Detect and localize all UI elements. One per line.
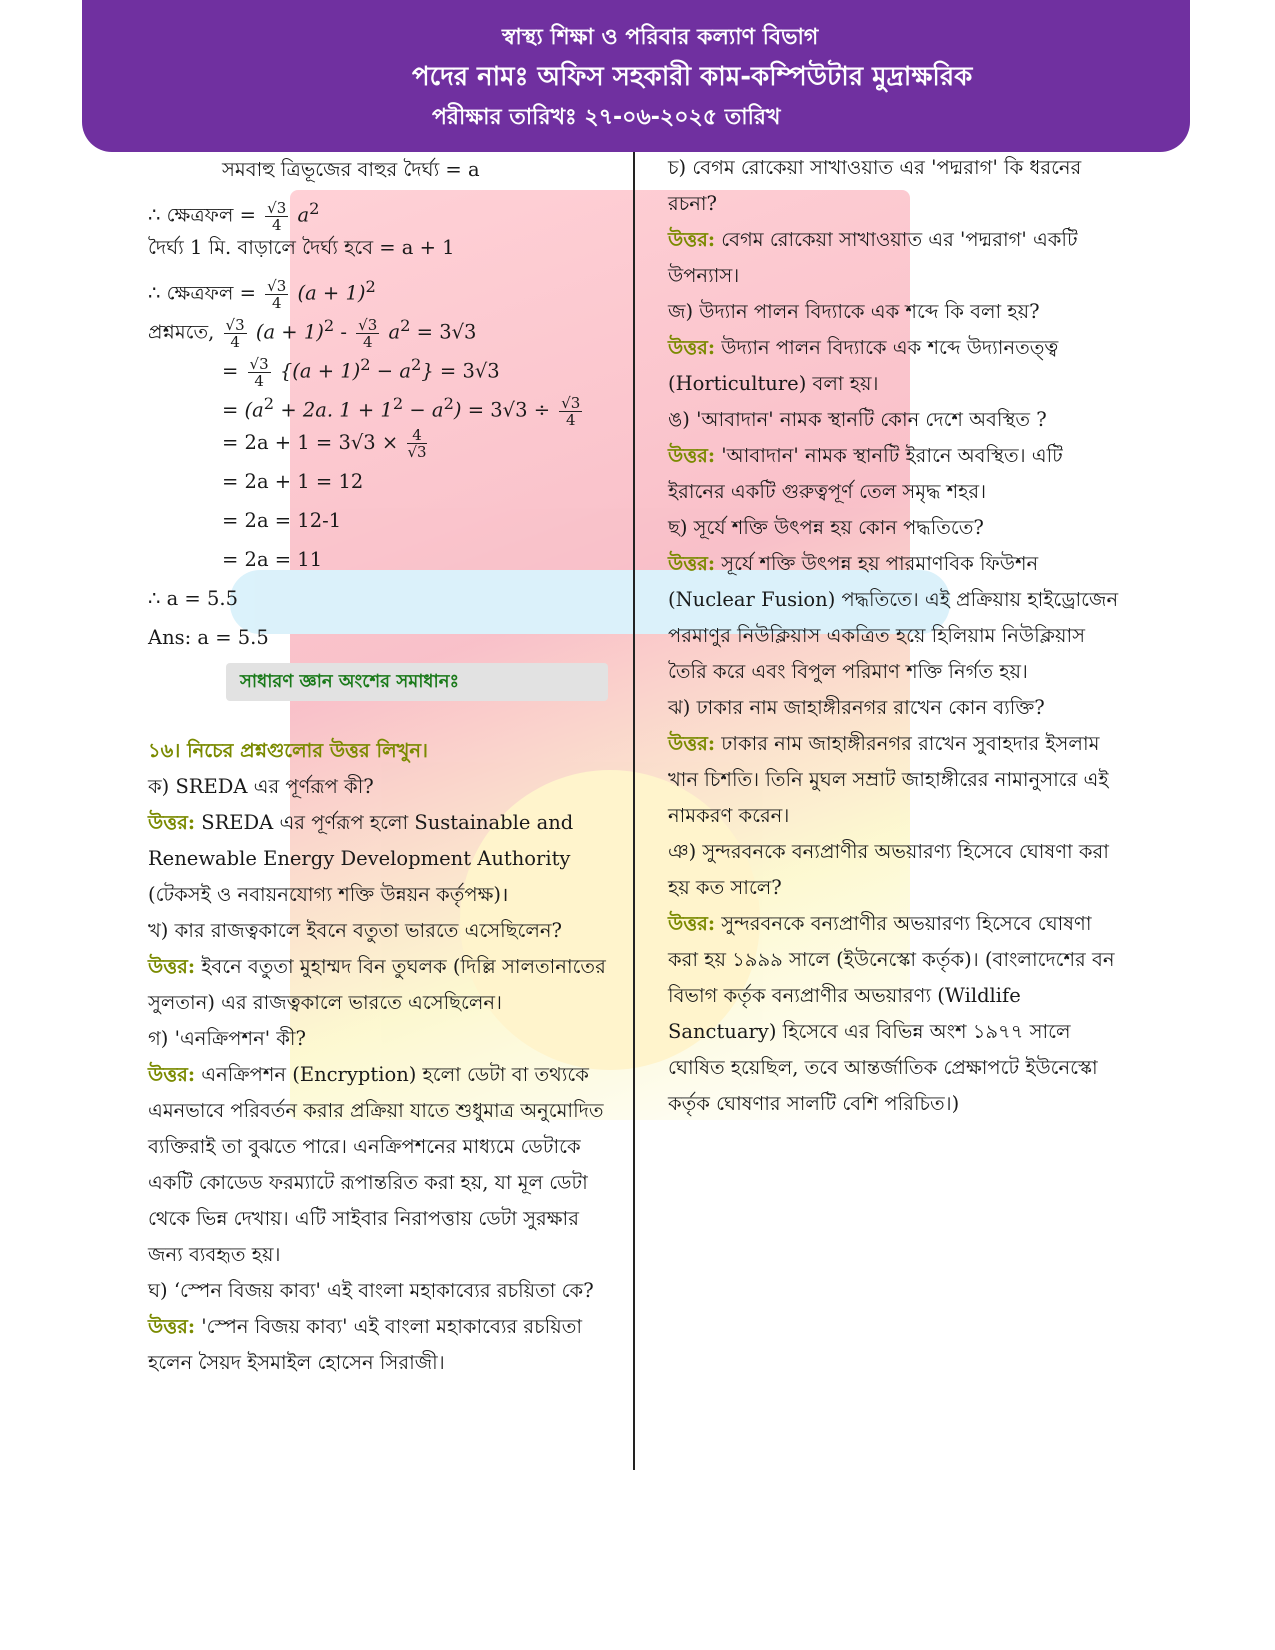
question: ঘ) ‘স্পেন বিজয় কাব্য' এই বাংলা মহাকাব্যের রচয়িতা কে? bbox=[148, 1279, 594, 1302]
math-line: = $\frac{√3}{4}$ $\{(a + 1)^2 - a^2\} = 3√3$ bbox=[222, 354, 500, 390]
page-header bbox=[82, 0, 1190, 152]
right-column bbox=[668, 150, 1123, 1122]
math-line: ∴ a = 5.5 bbox=[148, 587, 238, 610]
answer-label: উত্তর: bbox=[668, 228, 716, 251]
answer: উত্তর: ইবনে বতুতা মুহাম্মদ বিন তুঘলক (দিল্লি সালতানাতের সুলতান) এর রাজত্বকালে ভারতে এসেছিলেন। bbox=[148, 955, 606, 1014]
left-column bbox=[148, 150, 618, 1381]
question: খ) কার রাজত্বকালে ইবনে বতুতা ভারতে এসেছিলেন? bbox=[148, 919, 563, 942]
exam-date: পরীক্ষার তারিখঃ ২৭-০৬-২০২৫ তারিখ bbox=[432, 105, 781, 130]
math-line: সমবাহু ত্রিভূজের বাহুর দৈর্ঘ্য = a bbox=[222, 158, 480, 181]
question: জ) উদ্যান পালন বিদ্যাকে এক শব্দে কি বলা হয়? bbox=[668, 300, 1040, 323]
answer-label: উত্তর: bbox=[668, 444, 716, 467]
math-line: = 2a + 1 = 3√3 × $\frac{4}{√3}$ bbox=[222, 426, 427, 461]
answer-label: উত্তর: bbox=[148, 1315, 196, 1338]
answer: উত্তর: 'স্পেন বিজয় কাব্য' এই বাংলা মহাকাব্যের রচয়িতা হলেন সৈয়দ ইসমাইল হোসেন সিরাজী। bbox=[148, 1315, 583, 1374]
answer-label: উত্তর: bbox=[148, 811, 196, 834]
answer-label: উত্তর: bbox=[668, 732, 716, 755]
answer: উত্তর: ঢাকার নাম জাহাঙ্গীরনগর রাখেন সুবাহদার ইসলাম খান চিশতি। তিনি মুঘল সম্রাট জাহাঙ্গীরের নামানুসারে এই নামকরণ করেন। bbox=[668, 732, 1109, 827]
department-title: স্বাস্থ্য শিক্ষা ও পরিবার কল্যাণ বিভাগ bbox=[502, 25, 819, 50]
math-line: = 2a = 11 bbox=[222, 548, 323, 571]
answer: উত্তর: সূর্যে শক্তি উৎপন্ন হয় পারমাণবিক ফিউশন (Nuclear Fusion) পদ্ধতিতে। এই প্রক্রিয়ায় হাইড্রোজেন পরমাণুর নিউক্লিয়াস একত্রিত হয়ে হিলিয়াম নিউক্লিয়াস তৈরি করে এবং বিপুল পরিমাণ শক্তি নির্গত হয়। bbox=[668, 552, 1119, 683]
section-title: সাধারণ জ্ঞান অংশের সমাধানঃ bbox=[226, 663, 608, 701]
math-line: ∴ ক্ষেত্রফল = $\frac{√3}{4}$ $(a + 1)^2$ bbox=[148, 276, 376, 312]
math-line: দৈর্ঘ্য 1 মি. বাড়ালে দৈর্ঘ্য হবে = a + 1 bbox=[148, 236, 455, 259]
math-line: = 2a + 1 = 12 bbox=[222, 470, 364, 493]
question: চ) বেগম রোকেয়া সাখাওয়াত এর 'পদ্মরাগ' কি ধরনের রচনা? bbox=[668, 156, 1082, 215]
answer-label: উত্তর: bbox=[668, 336, 716, 359]
math-answer: Ans: a = 5.5 bbox=[148, 626, 269, 649]
question: গ) 'এনক্রিপশন' কী? bbox=[148, 1027, 306, 1050]
answer: উত্তর: উদ্যান পালন বিদ্যাকে এক শব্দে উদ্যানতত্ত্ব (Horticulture) বলা হয়। bbox=[668, 336, 1059, 395]
question: ঙ) 'আবাদান' নামক স্থানটি কোন দেশে অবস্থিত ? bbox=[668, 408, 1047, 431]
question: ঝ) ঢাকার নাম জাহাঙ্গীরনগর রাখেন কোন ব্যক্তি? bbox=[668, 696, 1045, 719]
answer: উত্তর: এনক্রিপশন (Encryption) হলো ডেটা বা তথ্যকে এমনভাবে পরিবর্তন করার প্রক্রিয়া যাতে শুধুমাত্র অনুমোদিত ব্যক্তিরাই তা বুঝতে পারে। এনক্রিপশনের মাধ্যমে ডেটাকে একটি কোডেড ফরম্যাটে রূপান্তরিত করা হয়, যা মূল ডেটা থেকে ভিন্ন দেখায়। এটি সাইবার নিরাপত্তায় ডেটা সুরক্ষার জন্য ব্যবহৃত হয়। bbox=[148, 1063, 604, 1266]
question: ক) SREDA এর পূর্ণরূপ কী? bbox=[148, 775, 374, 798]
answer-label: উত্তর: bbox=[148, 955, 196, 978]
post-name: পদের নামঃ অফিস সহকারী কাম-কম্পিউটার মুদ্রাক্ষরিক bbox=[412, 62, 973, 92]
answer-label: উত্তর: bbox=[668, 552, 716, 575]
math-line: = ($a^2 + 2a$. $1 + 1^2 - a^2) = 3√3$ ÷ $\frac{√3}{4}$ bbox=[222, 393, 581, 429]
math-line: = 2a = 12-1 bbox=[222, 509, 342, 532]
math-line: ∴ ক্ষেত্রফল = $\frac{√3}{4}$ $a^2$ bbox=[148, 198, 320, 234]
question: ছ) সূর্যে শক্তি উৎপন্ন হয় কোন পদ্ধতিতে? bbox=[668, 516, 984, 539]
answer: উত্তর: 'আবাদান' নামক স্থানটি ইরানে অবস্থিত। এটি ইরানের একটি গুরুত্বপূর্ণ তেল সমৃদ্ধ শহর। bbox=[668, 444, 1063, 503]
answer: উত্তর: SREDA এর পূর্ণরূপ হলো Sustainable and Renewable Energy Development Authority (টেকসই ও নবায়নযোগ্য শক্তি উন্নয়ন কর্তৃপক্ষ)। bbox=[148, 811, 574, 906]
question-heading: ১৬। নিচের প্রশ্নগুলোর উত্তর লিখুন। bbox=[148, 739, 429, 762]
math-line: প্রশ্নমতে, $\frac{√3}{4}$ $(a + 1)^2$ - $\frac{√3}{4}$ $a^2 = 3√3$ bbox=[148, 315, 477, 351]
answer-label: উত্তর: bbox=[148, 1063, 196, 1086]
question: ঞ) সুন্দরবনকে বন্যপ্রাণীর অভয়ারণ্য হিসেবে ঘোষণা করা হয় কত সালে? bbox=[668, 840, 1109, 899]
answer-label: উত্তর: bbox=[668, 912, 716, 935]
answer: উত্তর: বেগম রোকেয়া সাখাওয়াত এর 'পদ্মরাগ' একটি উপন্যাস। bbox=[668, 228, 1078, 287]
math-solution bbox=[148, 150, 618, 657]
answer: উত্তর: সুন্দরবনকে বন্যপ্রাণীর অভয়ারণ্য হিসেবে ঘোষণা করা হয় ১৯৯৯ সালে (ইউনেস্কো কর্তৃক)। (বাংলাদেশের বন বিভাগ কর্তৃক বন্যপ্রাণীর অভয়ারণ্য (Wildlife Sanctuary) হিসেবে এর বিভিন্ন অংশ ১৯৭৭ সালে ঘোষিত হয়েছিল, তবে আন্তর্জাতিক প্রেক্ষাপটে ইউনেস্কো কর্তৃক ঘোষণার সালটি বেশি পরিচিত।) bbox=[668, 912, 1115, 1115]
column-divider bbox=[633, 152, 635, 1470]
